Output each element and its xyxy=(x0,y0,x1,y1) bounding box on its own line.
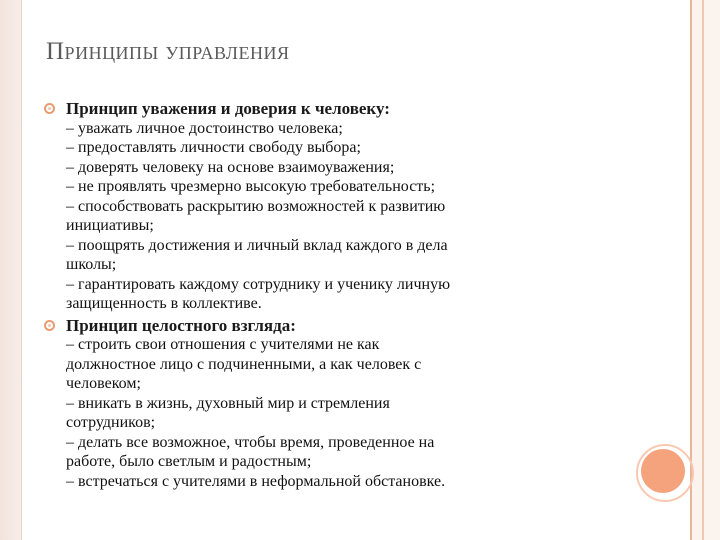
section-holistic-view xyxy=(44,316,644,492)
list-item: школы; xyxy=(66,256,117,273)
list-item: – встречаться с учителями в неформальной обстановке. xyxy=(66,472,446,490)
list-item: работе, было светлым и радостным; xyxy=(66,453,312,470)
left-frame-bar xyxy=(0,0,22,540)
list-item: – предоставлять личности свободу выбора; xyxy=(66,139,361,156)
section-respect-trust xyxy=(44,99,644,314)
list-item: – способствовать раскрытию возможностей к развитию xyxy=(66,197,446,215)
list-item: – вникать в жизнь, духовный мир и стремления xyxy=(66,394,390,412)
list-item: защищенность в коллективе. xyxy=(66,295,262,312)
list-item: – поощрять достижения и личный вклад каждого в дела xyxy=(66,236,448,254)
section-heading: Принцип уважения и доверия к человеку: xyxy=(66,99,390,118)
section-heading: Принцип целостного взгляда: xyxy=(66,315,296,335)
list-item: – делать все возможное, чтобы время, проведенное на xyxy=(66,433,435,451)
slide-title: Принципы управления xyxy=(46,38,290,65)
right-frame-bar xyxy=(690,0,720,540)
list-item: человеком; xyxy=(66,375,141,392)
decorative-circle xyxy=(641,449,685,493)
list-item: – не проявлять чрезмерно высокую требовательность; xyxy=(66,178,436,195)
list-item: – гарантировать каждому сотруднику и ученику личную xyxy=(66,275,451,293)
list-item: сотрудников; xyxy=(66,414,156,431)
list-item: – доверять человеку на основе взаимоуважения; xyxy=(66,158,395,176)
list-item: – уважать личное достоинство человека; xyxy=(66,119,343,137)
bullet-circle-icon xyxy=(44,320,55,331)
bullet-circle-icon xyxy=(44,103,55,114)
list-item: должностное лицо с подчиненными, а как человек с xyxy=(66,355,422,373)
list-item: – строить свои отношения с учителями не как xyxy=(66,336,380,353)
content-area xyxy=(44,99,644,491)
right-frame-line xyxy=(702,0,704,540)
list-item: инициативы; xyxy=(66,217,154,234)
